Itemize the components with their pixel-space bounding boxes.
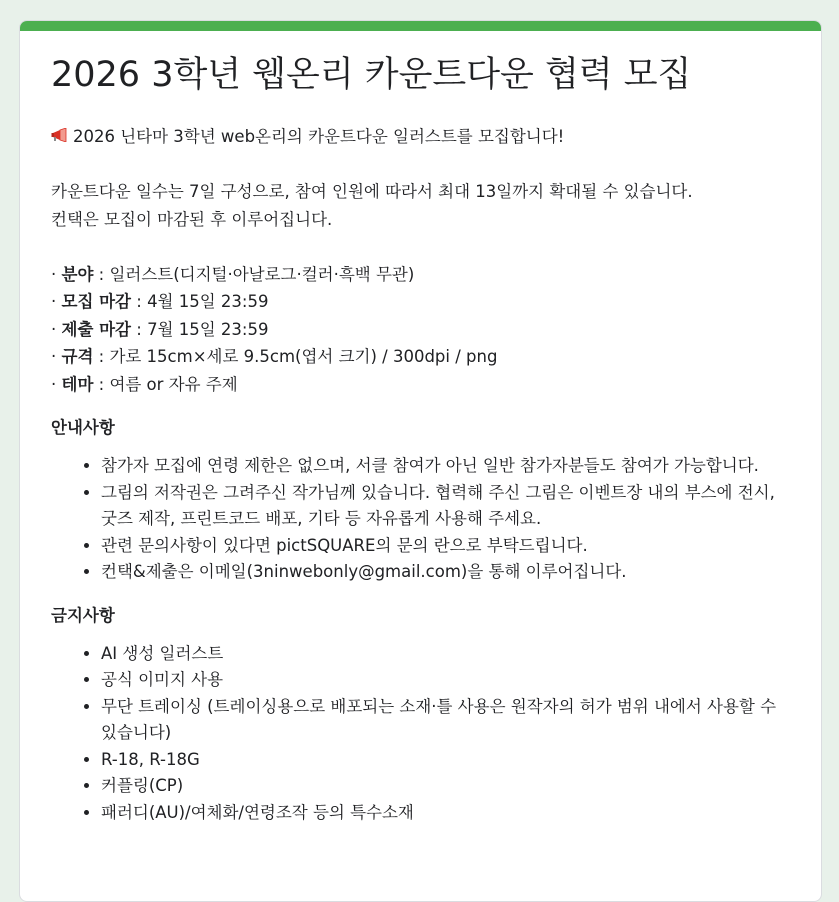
list-item: • R-18, R-18G [101, 747, 791, 774]
detail-value: : 7월 15일 23:59 [131, 319, 269, 339]
detail-value: : 일러스트(디지털·아날로그·컬러·흑백 무관) [93, 264, 415, 284]
form-accent-bar [20, 21, 821, 31]
prohibited-heading: 금지사항 [51, 605, 115, 625]
list-item: • 참가자 모집에 연령 제한은 없으며, 서클 참여가 아닌 일반 참가자분들도 참여가 가능합니다. [101, 453, 791, 480]
detail-submit-deadline: · 제출 마감 : 7월 15일 23:59 [51, 319, 269, 339]
blank-line [51, 151, 791, 179]
list-item: • 커플링(CP) [101, 773, 791, 800]
detail-label: 규격 [61, 347, 94, 366]
detail-value: : 가로 15cm×세로 9.5cm(엽서 크기) / 300dpi / png [93, 347, 498, 366]
detail-label: 분야 [61, 264, 94, 284]
form-description [51, 123, 791, 826]
detail-value: : 여름 or 자유 주제 [93, 374, 238, 394]
detail-label: 모집 마감 [61, 292, 132, 311]
detail-label: 제출 마감 [61, 319, 132, 339]
prohibited-list [51, 641, 791, 827]
detail-field: · 분야 : 일러스트(디지털·아날로그·컬러·흑백 무관) [51, 264, 415, 284]
paragraph1-line1: 카운트다운 일수는 7일 구성으로, 참여 인원에 따라서 최대 13일까지 확대될 수 있습니다. [51, 182, 693, 201]
notice-list [51, 453, 791, 586]
form-header-content [20, 31, 821, 826]
form-title: 2026 3학년 웹온리 카운트다운 협력 모집 [51, 55, 692, 95]
form-header-card [19, 20, 822, 902]
list-item: • 패러디(AU)/여체화/연령조작 등의 특수소재 [101, 800, 791, 827]
list-item: • 공식 이미지 사용 [101, 667, 791, 694]
intro-line [51, 123, 791, 151]
detail-recruit-deadline: · 모집 마감 : 4월 15일 23:59 [51, 292, 269, 311]
megaphone-icon [51, 123, 73, 151]
detail-label: 테마 [61, 374, 94, 394]
list-item: • AI 생성 일러스트 [101, 641, 791, 668]
detail-theme: · 테마 : 여름 or 자유 주제 [51, 374, 238, 394]
list-item: • 관련 문의사항이 있다면 pictSQUARE의 문의 란으로 부탁드립니다. [101, 533, 791, 560]
notice-heading: 안내사항 [51, 418, 115, 437]
paragraph1-line2: 컨택은 모집이 마감된 후 이루어집니다. [51, 209, 333, 229]
list-item: • 무단 트레이싱 (트레이싱용으로 배포되는 소재·틀 사용은 원작자의 허가 범위 내에서 사용할 수 있습니다) [101, 694, 791, 747]
list-item: • 컨택&제출은 이메일(3ninwebonly@gmail.com)을 통해 이루어집니다. [101, 559, 791, 586]
detail-spec: · 규격 : 가로 15cm×세로 9.5cm(엽서 크기) / 300dpi / png [51, 347, 498, 366]
detail-value: : 4월 15일 23:59 [131, 292, 269, 311]
blank-line [51, 233, 791, 261]
list-item: • 그림의 저작권은 그려주신 작가님께 있습니다. 협력해 주신 그림은 이벤트장 내의 부스에 전시, 굿즈 제작, 프린트코드 배포, 기타 등 자유롭게 사용해 주세요. [101, 480, 791, 533]
intro-text: 2026 닌타마 3학년 web온리의 카운트다운 일러스트를 모집합니다! [73, 127, 565, 146]
